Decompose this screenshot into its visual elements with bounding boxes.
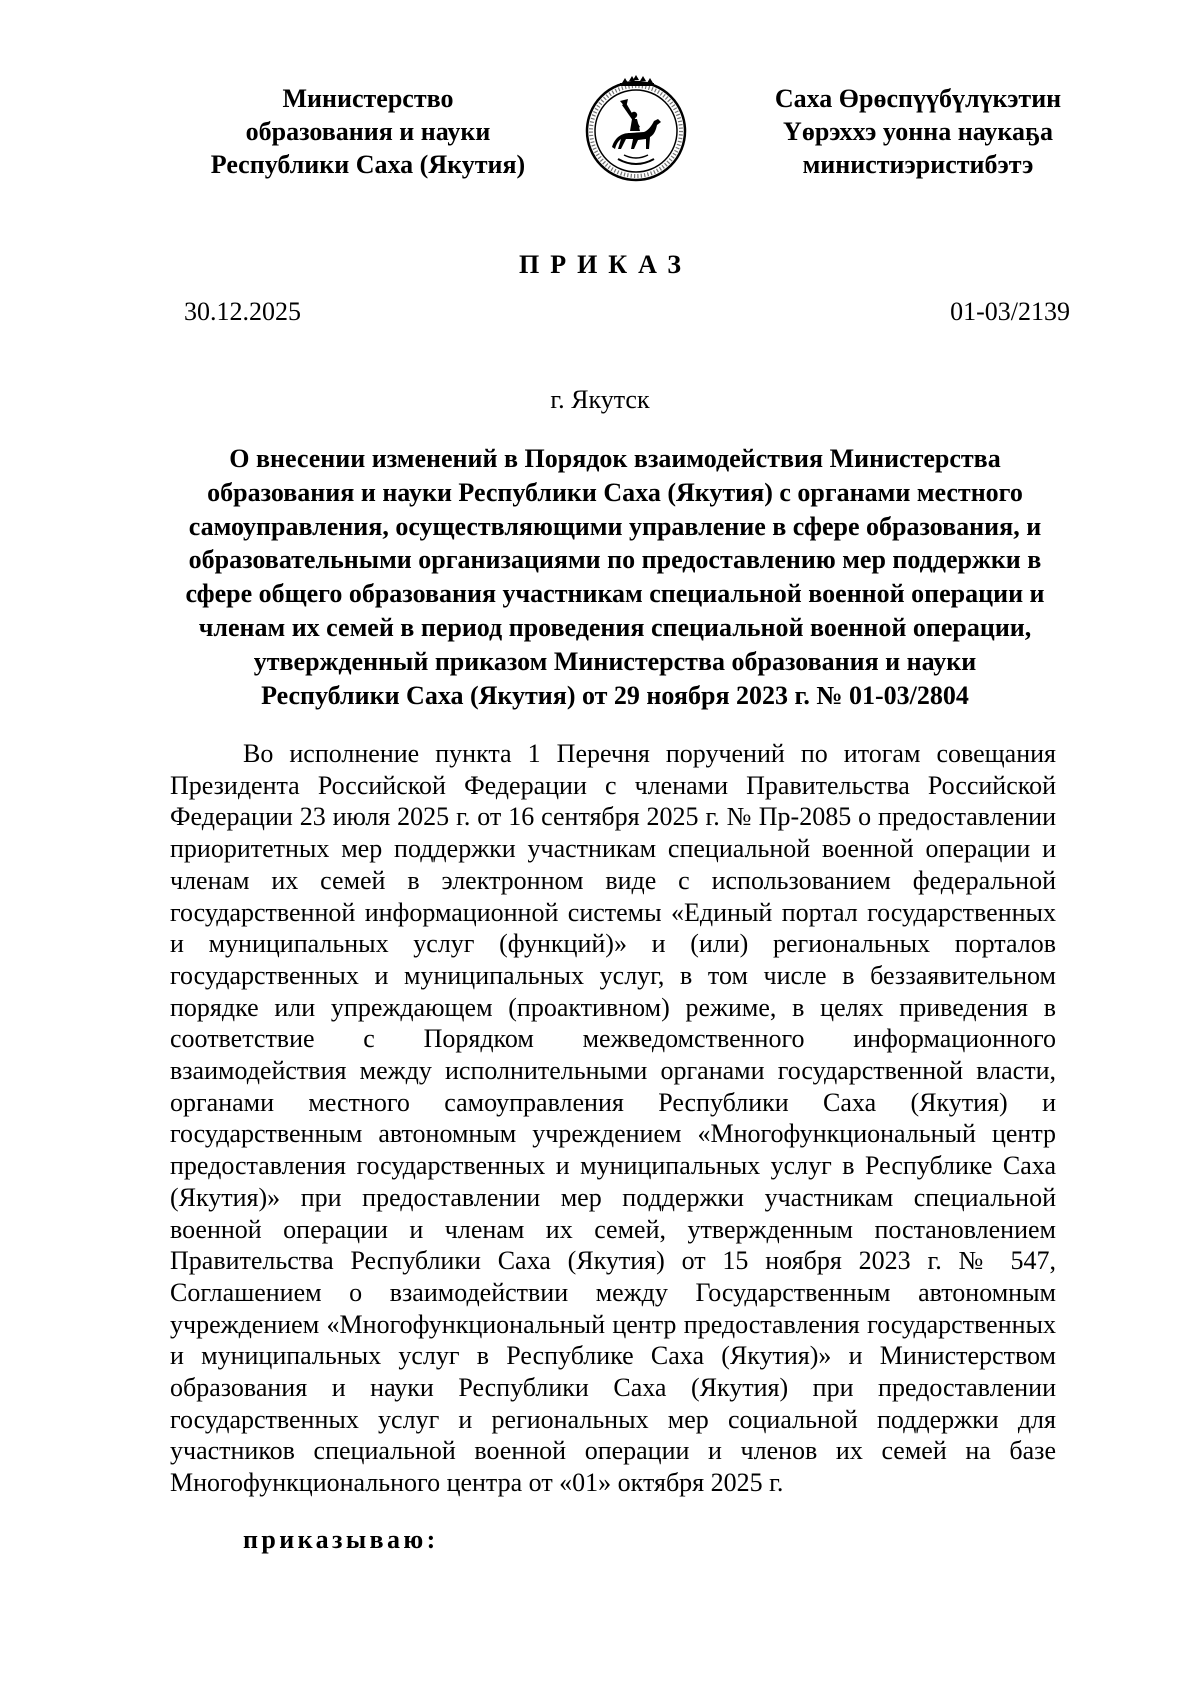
ministry-name-line: Республики Саха (Якутия) — [210, 150, 526, 179]
document-title — [170, 442, 1060, 712]
title-line: О внесении изменений в Порядок взаимодействия Министерства — [229, 444, 1001, 473]
title-line: утвержденный приказом Министерства образования и науки — [253, 646, 977, 676]
document-city: г. Якутск — [550, 385, 650, 414]
ministry-name-line: Министерство — [282, 84, 454, 113]
title-line: Республики Саха (Якутия) от 29 ноября 2023 г. № 01-03/2804 — [261, 680, 969, 710]
order-directive: приказываю: — [243, 1525, 439, 1554]
ministry-name-line: образования и науки — [245, 117, 491, 146]
ministry-name-line: Үөрэххэ уонна наукаҕа — [783, 117, 1053, 146]
title-line: сфере общего образования участникам специальной военной операции и — [185, 579, 1045, 609]
ministry-name-line: Саха Өрөспүүбүлүкэтин — [774, 84, 1062, 113]
ministry-name-russian — [188, 82, 548, 181]
sakha-republic-emblem-icon — [582, 75, 690, 183]
title-line: членам их семей в период проведения специальной военной операции, — [198, 612, 1032, 642]
title-line: образовательными организациями по предоставлению мер поддержки в — [188, 545, 1042, 575]
document-type-heading: ПРИКАЗ — [518, 250, 693, 279]
document-date: 30.12.2025 — [184, 297, 301, 326]
document-number: 01-03/2139 — [950, 297, 1070, 326]
ministry-name-yakut — [738, 82, 1098, 181]
title-line: самоуправления, осуществляющими управление в сфере образования, и — [188, 511, 1042, 541]
preamble-paragraph: Во исполнение пункта 1 Перечня поручений по итогам совещания Президента Российской Федерации с членами Правительства Российской Федерации 23 июля 2025 г. от 16 сентября 2025 г. № Пр-2085 о предоставлении приоритетных мер поддержки участникам специальной военной операции и членам их семей в электронном виде с использованием федеральной государственной информационной системы «Единый портал государственных и муниципальных услуг (функций)» и (или) региональных порталов государственных и муниципальных услуг, в том числе в беззаявительном порядке или упреждающем (проактивном) режиме, в целях приведения в соответствие с Порядком межведомственного информационного взаимодействия между исполнительными органами государственной власти, органами местного самоуправления Республики Саха (Якутия) и государственным автономным учреждением «Многофункциональный центр предоставления государственных и муниципальных услуг в Республике Саха (Якутия)» при предоставлении мер поддержки участникам специальной военной операции и членам их семей, утвержденным постановлением Правительства Республики Саха (Якутия) от 15 ноября 2023 г. № 547, Соглашением о взаимодействии между Государственным автономным учреждением «Многофункциональный центр предоставления государственных и муниципальных услуг в Республике Саха (Якутия)» и Министерством образования и науки Республики Саха (Якутия) при предоставлении государственных услуг и региональных мер социальной поддержки для участников специальной военной операции и членов их семей на базе Многофункционального центра от «01» октября 2025 г. — [170, 739, 1056, 1498]
title-line: образования и науки Республики Саха (Якутия) с органами местного — [207, 477, 1023, 507]
ministry-name-line: министиэристибэтэ — [802, 150, 1034, 179]
